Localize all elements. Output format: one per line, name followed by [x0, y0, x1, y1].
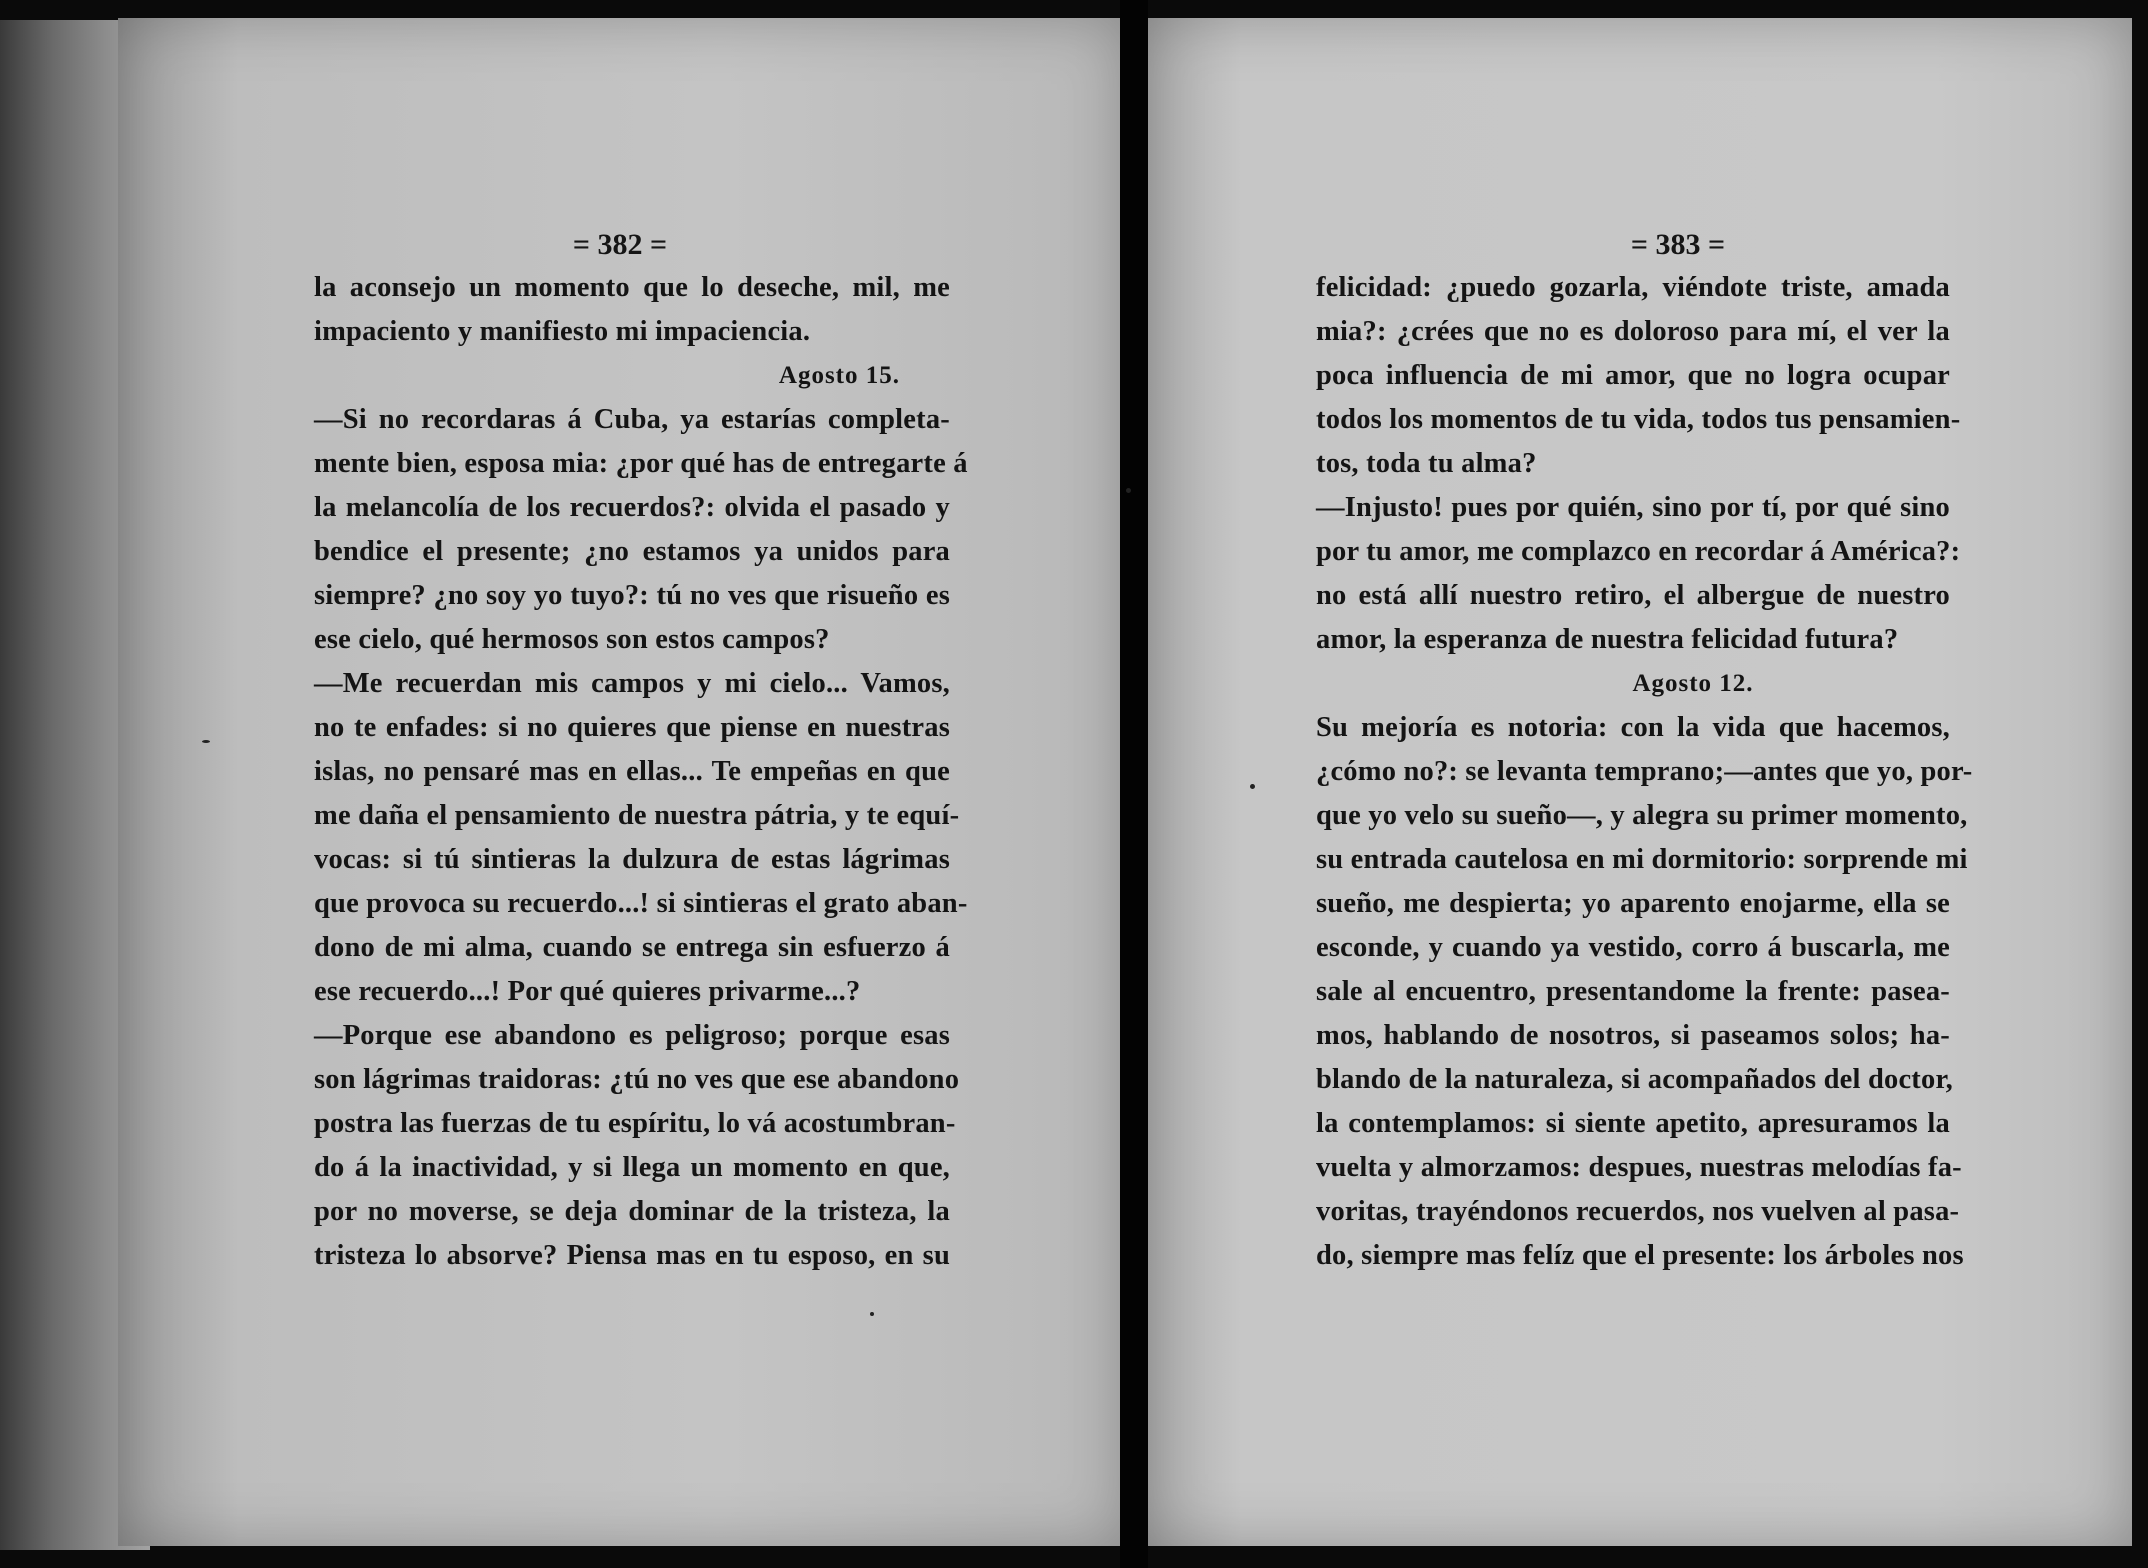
text-line: sale al encuentro, presentandome la frente: pasea-	[1316, 976, 1950, 1007]
text-line: tristeza lo absorve? Piensa mas en tu esposo, en su	[314, 1240, 950, 1271]
text-line: mos, hablando de nosotros, si paseamos solos; ha-	[1316, 1020, 1950, 1051]
text-line: —Me recuerdan mis campos y mi cielo... Vamos,	[314, 668, 950, 699]
text-line: amor, la esperanza de nuestra felicidad futura?	[1316, 624, 1899, 655]
text-line: que provoca su recuerdo...! si sintieras el grato aban-	[314, 888, 968, 919]
scan-speck	[1126, 488, 1131, 493]
text-line: no te enfades: si no quieres que piense en nuestras	[314, 712, 950, 743]
text-line: la melancolía de los recuerdos?: olvida el pasado y	[314, 492, 950, 523]
text-line: ese recuerdo...! Por qué quieres privarme...?	[314, 976, 861, 1007]
text-line: mente bien, esposa mia: ¿por qué has de entregarte á	[314, 448, 968, 479]
entry-date: Agosto 15.	[778, 362, 900, 389]
scan-speck	[202, 740, 210, 743]
right-page-text	[1316, 266, 1973, 1278]
text-line: esconde, y cuando ya vestido, corro á buscarla, me	[1316, 932, 1950, 963]
text-line: por no moverse, se deja dominar de la tristeza, la	[314, 1196, 950, 1227]
text-line: todos los momentos de tu vida, todos tus pensamien-	[1316, 404, 1961, 435]
text-line: blando de la naturaleza, si acompañados del doctor,	[1316, 1064, 1954, 1095]
text-line: bendice el presente; ¿no estamos ya unidos para	[314, 536, 950, 567]
text-line: vocas: si tú sintieras la dulzura de estas lágrimas	[314, 844, 950, 875]
text-line: do, siempre mas felíz que el presente: los árboles nos	[1316, 1240, 1964, 1271]
text-line: Su mejoría es notoria: con la vida que hacemos,	[1316, 712, 1950, 743]
scan-speck	[870, 1312, 874, 1316]
page-number-left: = 382 =	[572, 228, 668, 261]
text-line: la contemplamos: si siente apetito, apresuramos la	[1316, 1108, 1950, 1139]
text-line: islas, no pensaré mas en ellas... Te empeñas en que	[314, 756, 950, 787]
text-line: la aconsejo un momento que lo deseche, mil, me	[314, 272, 950, 303]
text-line: su entrada cautelosa en mi dormitorio: sorprende mi	[1316, 844, 1968, 875]
text-line: do á la inactividad, y si llega un momento en que,	[314, 1152, 950, 1183]
text-line: felicidad: ¿puedo gozarla, viéndote triste, amada	[1316, 272, 1950, 303]
text-line: siempre? ¿no soy yo tuyo?: tú no ves que risueño es	[314, 580, 950, 611]
text-line: —Si no recordaras á Cuba, ya estarías completa-	[314, 404, 950, 435]
text-line: sueño, me despierta; yo aparento enojarme, ella se	[1316, 888, 1950, 919]
entry-date: Agosto 12.	[1632, 670, 1754, 697]
text-line: me daña el pensamiento de nuestra pátria, y te equí-	[314, 800, 960, 831]
scan-speck	[1250, 784, 1255, 789]
book-gutter	[1120, 0, 1148, 1568]
text-line: son lágrimas traidoras: ¿tú no ves que ese abandono	[314, 1064, 960, 1095]
text-line: vuelta y almorzamos: despues, nuestras melodías fa-	[1316, 1152, 1962, 1183]
page-number-right: = 383 =	[1630, 228, 1726, 261]
text-line: mia?: ¿crées que no es doloroso para mí, el ver la	[1316, 316, 1950, 347]
text-line: ¿cómo no?: se levanta temprano;—antes que yo, por-	[1316, 756, 1973, 787]
text-line: ese cielo, qué hermosos son estos campos?	[314, 624, 830, 655]
text-line: dono de mi alma, cuando se entrega sin esfuerzo á	[314, 932, 950, 963]
text-line: impaciento y manifiesto mi impaciencia.	[314, 316, 811, 347]
text-line: que yo velo su sueño—, y alegra su primer momento,	[1316, 800, 1968, 831]
text-line: postra las fuerzas de tu espíritu, lo vá acostumbran-	[314, 1108, 956, 1139]
left-page-text	[314, 266, 968, 1278]
text-line: voritas, trayéndonos recuerdos, nos vuelven al pasa-	[1316, 1196, 1960, 1227]
text-line: —Injusto! pues por quién, sino por tí, por qué sino	[1316, 492, 1950, 523]
text-line: no está allí nuestro retiro, el albergue de nuestro	[1316, 580, 1950, 611]
text-line: —Porque ese abandono es peligroso; porque esas	[314, 1020, 950, 1051]
text-line: tos, toda tu alma?	[1316, 448, 1537, 479]
text-line: poca influencia de mi amor, que no logra ocupar	[1316, 360, 1950, 391]
text-line: por tu amor, me complazco en recordar á América?:	[1316, 536, 1961, 567]
